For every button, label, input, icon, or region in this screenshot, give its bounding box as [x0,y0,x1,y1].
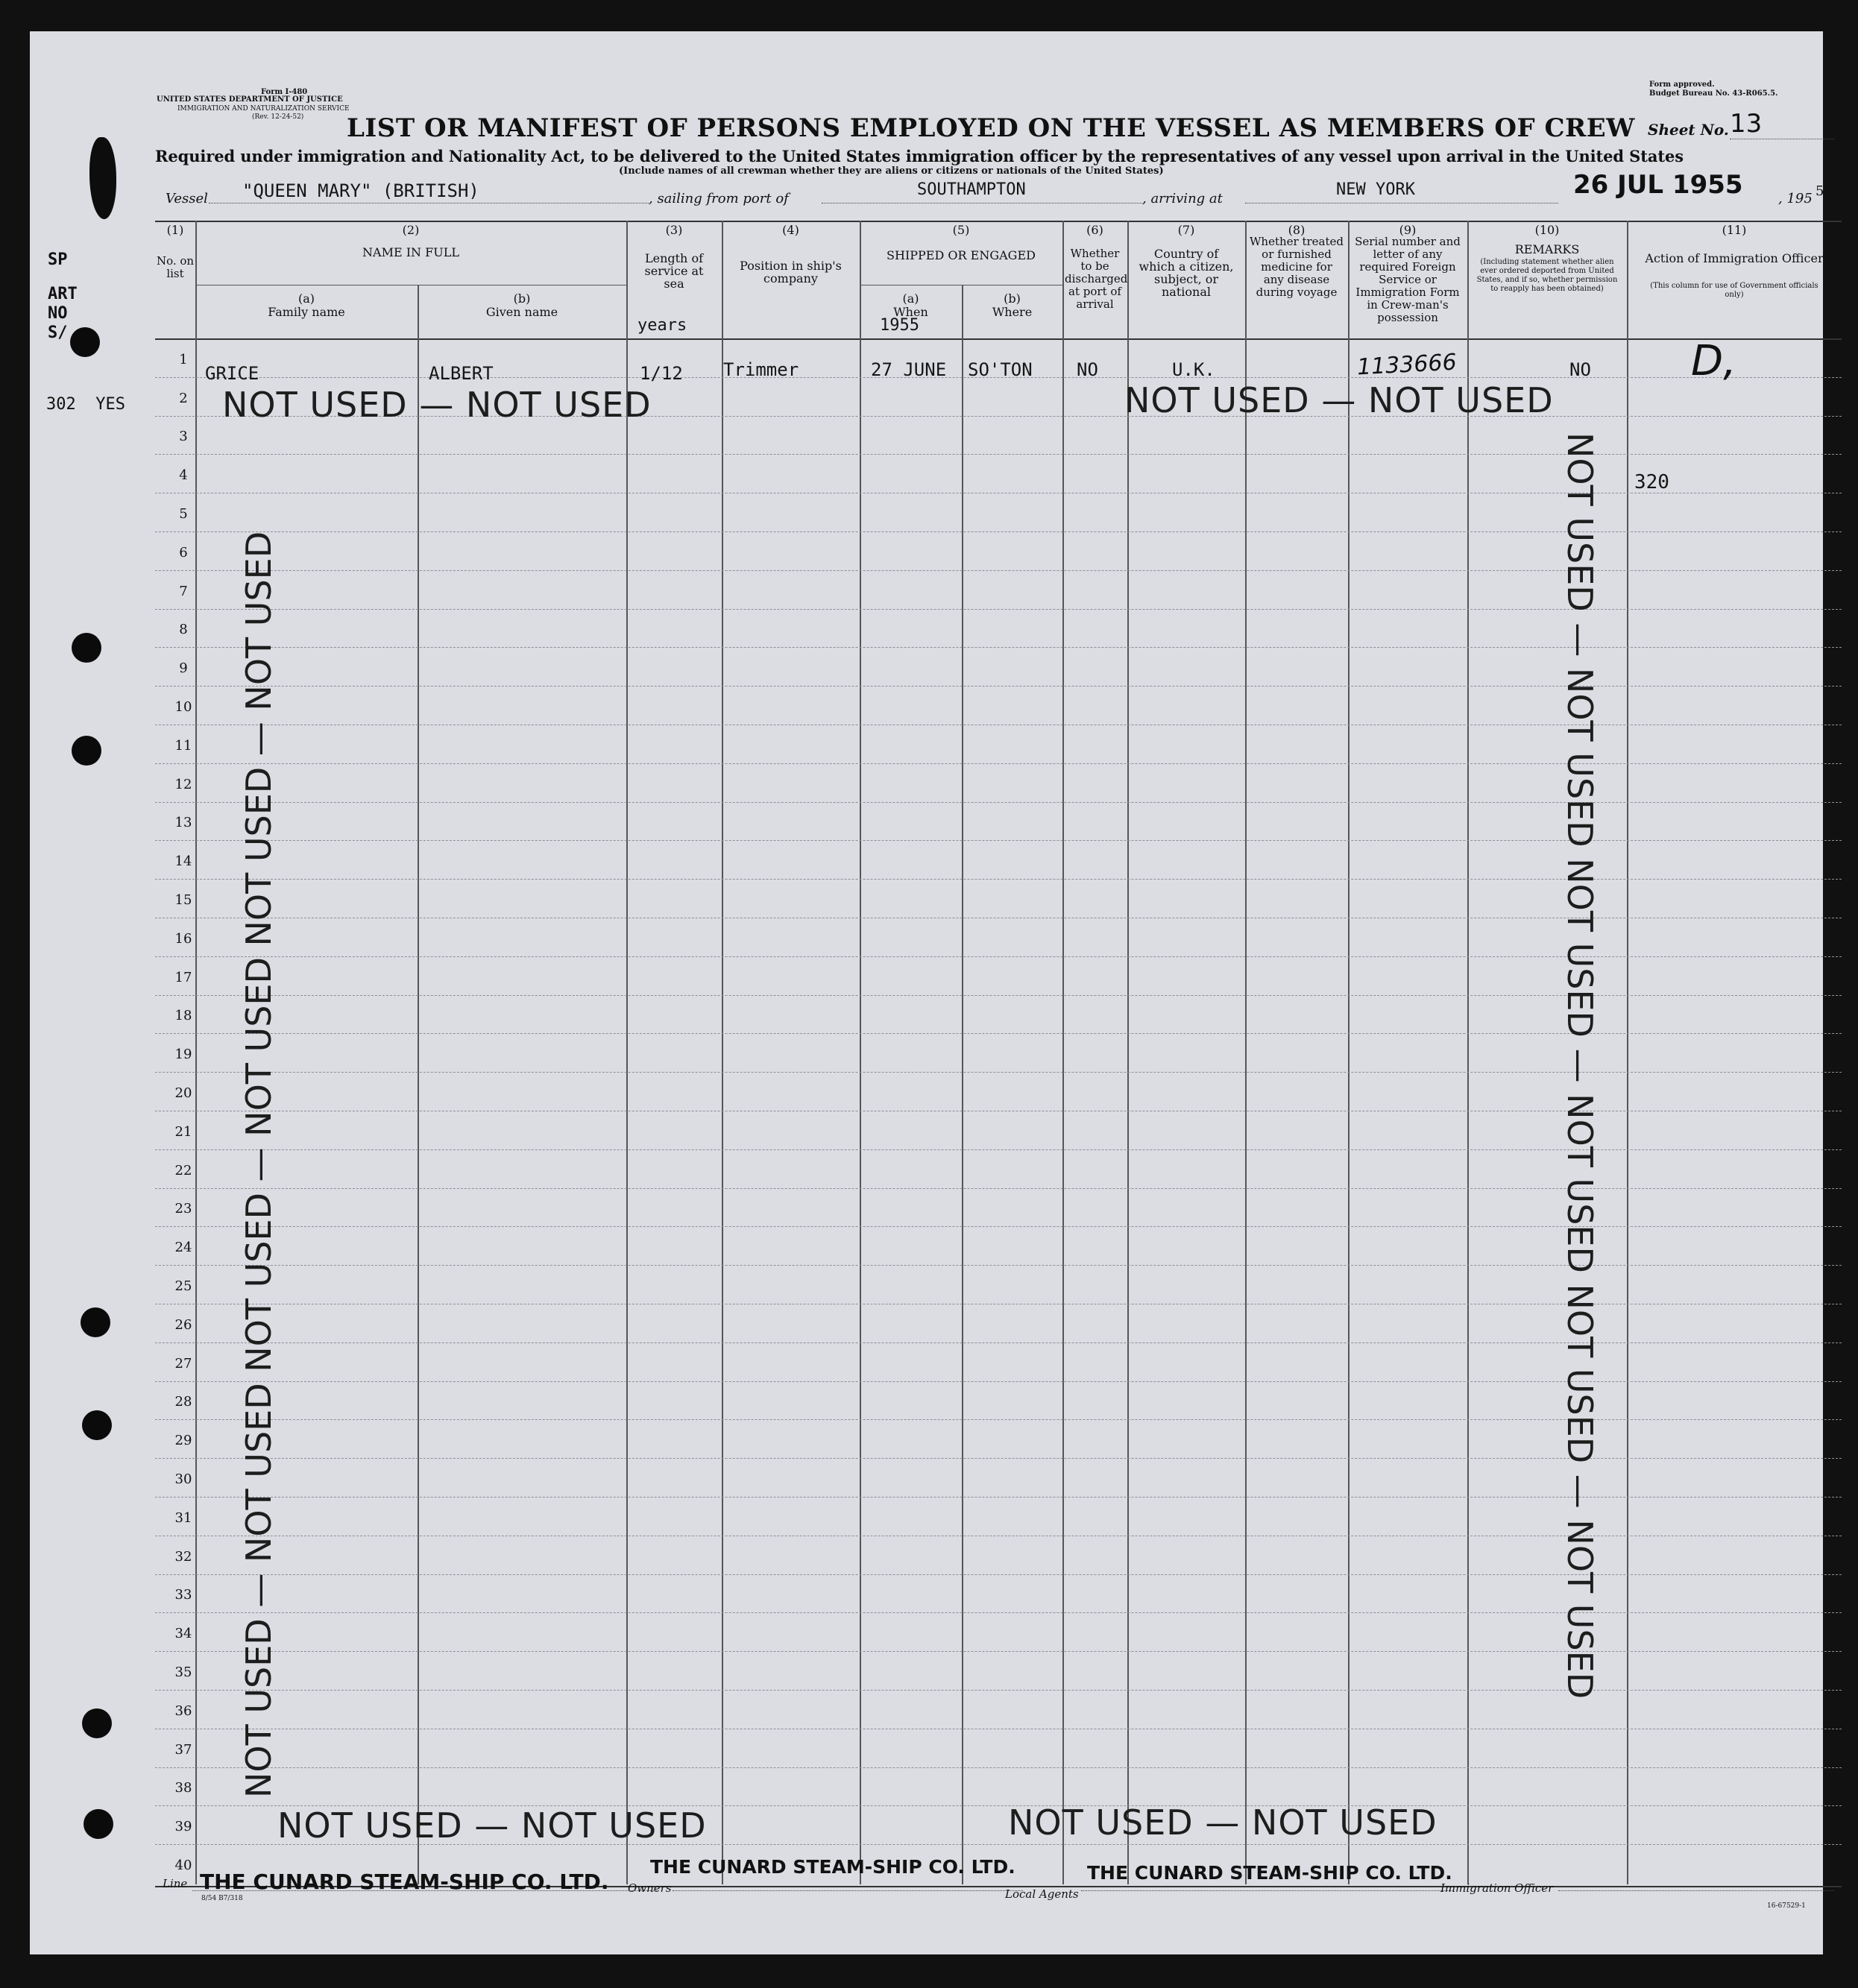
col5-number: (5) [952,223,970,237]
footer-print-code-right: 16-67529-1 [1767,1902,1806,1910]
torn-mark [89,137,116,219]
margin-s: S/ [48,324,68,342]
col2-number: (2) [402,223,420,237]
row-number: 30 [174,1471,192,1487]
col6-number: (6) [1086,223,1103,237]
col8-number: (8) [1288,223,1306,237]
footer-agents-value: THE CUNARD STEAM-SHIP CO. LTD. [1087,1862,1452,1884]
port-from: SOUTHAMPTON [917,180,1026,199]
col3-number: (3) [665,223,683,237]
arrival-date-stamp: 26 JUL 1955 [1573,170,1743,200]
row-number: 36 [174,1703,192,1719]
department: UNITED STATES DEPARTMENT OF JUSTICE [157,95,343,104]
col3-unit: years [637,316,687,335]
col8-label: Whether treated or furnished medicine for any disease during voyage [1250,235,1344,299]
row-number: 20 [174,1085,192,1101]
row-number: 25 [174,1278,192,1294]
row-number: 2 [179,391,188,406]
row-number: 24 [174,1240,192,1255]
not-used-stamp: NOT USED — NOT USED [1008,1802,1437,1843]
vessel-label: Vessel [166,191,208,206]
row-number: 16 [174,931,192,947]
col7-label: Country of which a citizen, subject, or national [1139,247,1234,299]
row-number: 39 [174,1819,192,1834]
col11-label: Action of Immigration Officer [1645,251,1824,265]
punch-hole [70,327,100,357]
row-number: 13 [174,815,192,830]
col11-note: (This column for use of Government officials only) [1650,282,1818,299]
margin-no: NO [48,304,68,323]
col1-label: No. on list [156,254,195,280]
row-number: 37 [174,1742,192,1758]
form-number: Form I-480 [261,88,308,96]
col11-number: (11) [1722,223,1747,237]
col5a-year: 1955 [880,316,919,335]
service: IMMIGRATION AND NATURALIZATION SERVICE [177,105,350,113]
col6-label: Whether to be discharged at port of arrival [1065,247,1128,311]
col2b-number: (b) [513,291,531,306]
row-number: 6 [179,545,188,561]
row-number: 18 [174,1008,192,1023]
row-number: 21 [174,1124,192,1140]
row-number: 22 [174,1163,192,1178]
row1-family-name: GRICE [205,363,259,384]
row-number: 35 [174,1664,192,1680]
row-number: 17 [174,970,192,985]
row-number: 3 [179,429,188,444]
not-used-vertical-stamp: NOT USED — NOT USED NOT USED — NOT USED NOT USED — NOT USED [1560,432,1600,1700]
footer-print-code-left: 8/54 B7/318 [201,1895,243,1902]
col10-note: (Including statement whether alien ever ordered deported from United States, and if so, whether permission to reapply has been obtained) [1476,258,1618,293]
row-number: 12 [174,777,192,792]
row-number: 19 [174,1047,192,1062]
sheet-number: 13 [1730,109,1834,139]
crew-note: (Include names of all crewman whether they are aliens or citizens or nationals of the United States) [619,165,1164,177]
row-number: 33 [174,1587,192,1603]
manifest-page [30,31,1823,1954]
row-number: 32 [174,1549,192,1565]
row-number: 29 [174,1433,192,1448]
row-number: 31 [174,1510,192,1526]
row-number: 15 [174,892,192,908]
footer-line-value: THE CUNARD STEAM-SHIP CO. LTD. [200,1869,609,1894]
row1-given-name: ALBERT [429,363,494,384]
row1-position: Trimmer [723,359,799,380]
row-number: 7 [179,584,188,599]
arriving-label: , arriving at [1142,191,1223,206]
row-number: 10 [174,699,192,715]
col2b-label: Given name [485,305,558,319]
col5b-label: Where [992,305,1033,319]
col2-label: NAME IN FULL [362,245,459,259]
row-number: 14 [174,853,192,869]
row1-serial: 1133666 [1356,349,1458,381]
margin-art: ART [48,285,78,303]
row-number: 4 [179,467,188,483]
sheet-label: Sheet No. [1648,121,1729,139]
footer-owners-label: Owners [628,1881,672,1895]
year-label: , 195 [1778,191,1813,206]
col10-number: (10) [1534,223,1560,237]
punch-hole [84,1809,113,1839]
row1-remarks: NO [1569,359,1591,380]
margin-entry: 302 YES [46,395,125,414]
row-number: 34 [174,1626,192,1641]
col5a-label: When [893,305,928,319]
col4-number: (4) [782,223,799,237]
row1-where: SO'TON [968,359,1033,380]
row-number: 8 [179,622,188,637]
col9-label: Serial number and letter of any required Foreign Service or Immigration Form in Crew-man's possession [1355,235,1461,324]
row-number: 38 [174,1780,192,1796]
punch-hole [81,1307,110,1337]
not-used-stamp: NOT USED — NOT USED [222,385,652,425]
form-approved: Form approved. [1649,81,1715,89]
row-number: 9 [179,660,188,676]
row-number: 28 [174,1394,192,1410]
vessel-name: "QUEEN MARY" (BRITISH) [242,180,479,201]
row1-discharged: NO [1077,359,1098,380]
punch-hole [72,633,101,663]
row1-when: 27 JUNE [871,359,947,380]
sailing-label: , sailing from port of [649,191,789,206]
row-number: 40 [174,1858,192,1873]
not-used-stamp: NOT USED — NOT USED [1124,380,1554,420]
row-rule [155,1767,1842,1768]
row-number: 27 [174,1356,192,1372]
col4-label: Position in ship's company [740,259,842,285]
row-number: 11 [174,738,192,754]
row-number: 1 [179,352,188,367]
row-number: 23 [174,1201,192,1217]
page-subtitle: Required under immigration and Nationality Act, to be delivered to the United States immigration officer by the representatives of any vessel upon arrival in the United States [155,147,1684,165]
footer-officer-label: Immigration Officer [1440,1881,1554,1895]
budget-bureau: Budget Bureau No. 43-R065.5. [1649,89,1778,98]
footer-owners-value: THE CUNARD STEAM-SHIP CO. LTD. [650,1856,1015,1878]
port-to: NEW YORK [1336,180,1415,199]
punch-hole [82,1410,112,1440]
col5-label: SHIPPED OR ENGAGED [887,248,1036,262]
not-used-stamp: NOT USED — NOT USED [277,1805,707,1846]
row-number: 5 [179,506,188,522]
footer-line-label: Line [163,1877,188,1890]
footer-agents-label: Local Agents [1005,1887,1079,1901]
row1-service: 1/12 [640,363,683,384]
col5b-number: (b) [1004,291,1021,306]
col2a-label: Family name [268,305,345,319]
year-digit: 5 [1816,183,1824,199]
row1-country: U.K. [1172,359,1215,380]
handwritten-320: 320 [1634,471,1669,493]
col10-label: REMARKS [1514,242,1580,256]
col5a-number: (a) [902,291,919,306]
punch-hole [72,736,101,766]
margin-sp: SP [48,250,68,269]
page-title: LIST OR MANIFEST OF PERSONS EMPLOYED ON THE VESSEL AS MEMBERS OF CREW [347,113,1635,143]
not-used-vertical-stamp: NOT USED — NOT USED NOT USED — NOT USED NOT USED — NOT USED [239,531,279,1798]
punch-hole [82,1708,112,1738]
row1-officer-action: D, [1691,337,1736,385]
revision: (Rev. 12-24-52) [252,113,304,121]
col3-label: Length of service at sea [644,251,704,291]
col7-number: (7) [1177,223,1195,237]
col1-number: (1) [166,223,184,237]
col9-number: (9) [1399,223,1417,237]
col2a-number: (a) [297,291,315,306]
row-number: 26 [174,1317,192,1333]
